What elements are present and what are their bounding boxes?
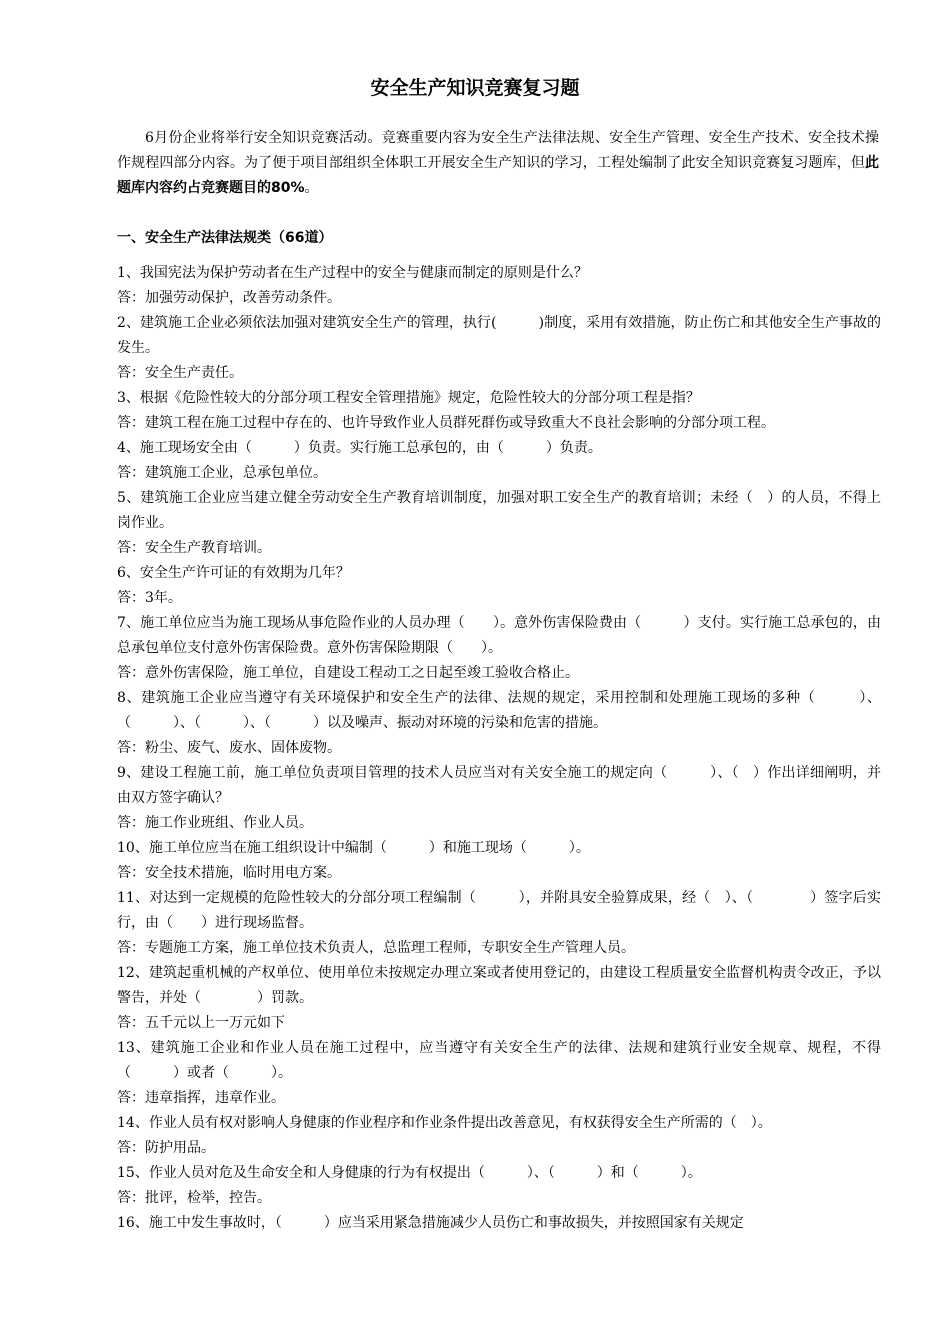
question-line: 11、对达到一定规模的危险性较大的分部分项工程编制（ ），并附具安全验算成果，经（ ）、（ ）签字后实行，由（ ）进行现场监督。 [117,890,881,931]
question-line: 14、作业人员有权对影响人身健康的作业程序和作业条件提出改善意见，有权获得安全生产所需的（ ）。 [117,1115,772,1131]
question-line: 5、建筑施工企业应当建立健全劳动安全生产教育培训制度，加强对职工安全生产的教育培训；未经（ ）的人员，不得上岗作业。 [117,490,881,531]
answer-line: 答：安全技术措施，临时用电方案。 [117,865,341,881]
answer-line: 答：违章指挥，违章作业。 [117,1090,285,1106]
answer-line: 答：五千元以上一万元如下 [117,1015,285,1031]
answer-line: 答：专题施工方案，施工单位技术负责人，总监理工程师，专职安全生产管理人员。 [117,940,635,956]
intro-end: 。 [304,180,319,196]
question-line: 4、施工现场安全由（ ）负责。实行施工总承包的，由（ ）负责。 [117,440,602,456]
intro-text: 6月份企业将举行安全知识竞赛活动。竞赛重要内容为安全生产法律法规、安全生产管理、安全生产技术、安全技术操作规程四部分内容。为了便于项目部组织全体职工开展安全生产知识的学习，工程处编制了此安全知识竞赛复习题库，但 [117,130,879,171]
intro-paragraph [117,126,879,201]
answer-line: 答：批评，检举，控告。 [117,1190,271,1206]
question-line: 1、我国宪法为保护劳动者在生产过程中的安全与健康而制定的原则是什么？ [117,265,588,281]
answer-line: 答：3年。 [117,590,182,606]
question-line: 15、作业人员对危及生命安全和人身健康的行为有权提出（ ）、（ ）和（ ）。 [117,1165,702,1181]
question-line: 7、施工单位应当为施工现场从事危险作业的人员办理（ ）。意外伤害保险费由（ ）支付。实行施工总承包的，由总承包单位支付意外伤害保险费。意外伤害保险期限（ ）。 [117,615,881,656]
section-heading: 一、安全生产法律法规类（66道） [117,230,333,246]
question-line: 3、根据《危险性较大的分部分项工程安全管理措施》规定，危险性较大的分部分项工程是指？ [117,390,700,406]
answer-line: 答：建筑施工企业，总承包单位。 [117,465,327,481]
answer-line: 答：施工作业班组、作业人员。 [117,815,313,831]
answer-line: 答：加强劳动保护，改善劳动条件。 [117,290,341,306]
question-line: 12、建筑起重机械的产权单位、使用单位未按规定办理立案或者使用登记的，由建设工程质量安全监督机构责令改正，予以警告，并处（ ）罚款。 [117,965,881,1006]
document-title: 安全生产知识竞赛复习题 [370,77,580,99]
question-line: 8、建筑施工企业应当遵守有关环境保护和安全生产的法律、法规的规定，采用控制和处理施工现场的多种（ ）、（ ）、（ ）、（ ）以及噪声、振动对环境的污染和危害的措施。 [117,690,881,731]
answer-line: 答：粉尘、废气、废水、固体废物。 [117,740,341,756]
answer-line: 答：安全生产教育培训。 [117,540,271,556]
question-line: 13、建筑施工企业和作业人员在施工过程中，应当遵守有关安全生产的法律、法规和建筑行业安全规章、规程，不得（ ）或者（ ）。 [117,1040,881,1081]
answer-line: 答：安全生产责任。 [117,365,243,381]
question-line: 16、施工中发生事故时，（ ）应当采用紧急措施减少人员伤亡和事故损失，并按照国家有关规定 [117,1215,744,1231]
answer-line: 答：意外伤害保险，施工单位，自建设工程动工之日起至竣工验收合格止。 [117,665,579,681]
question-line: 9、建设工程施工前，施工单位负责项目管理的技术人员应当对有关安全施工的规定向（ ）、（ ）作出详细阐明，并由双方签字确认？ [117,765,881,806]
answer-line: 答：建筑工程在施工过程中存在的、也许导致作业人员群死群伤或导致重大不良社会影响的分部分项工程。 [117,415,775,431]
question-line: 10、施工单位应当在施工组织设计中编制（ ）和施工现场（ ）。 [117,840,590,856]
question-line: 6、安全生产许可证的有效期为几年？ [117,565,350,581]
question-line: 2、建筑施工企业必须依法加强对建筑安全生产的管理，执行( )制度，采用有效措施，防止伤亡和其他安全生产事故的发生。 [117,315,881,356]
intro-bold-text: 此题库内容约占竞赛题目的80% [117,155,879,196]
answer-line: 答：防护用品。 [117,1140,215,1156]
question-list [117,261,881,1236]
